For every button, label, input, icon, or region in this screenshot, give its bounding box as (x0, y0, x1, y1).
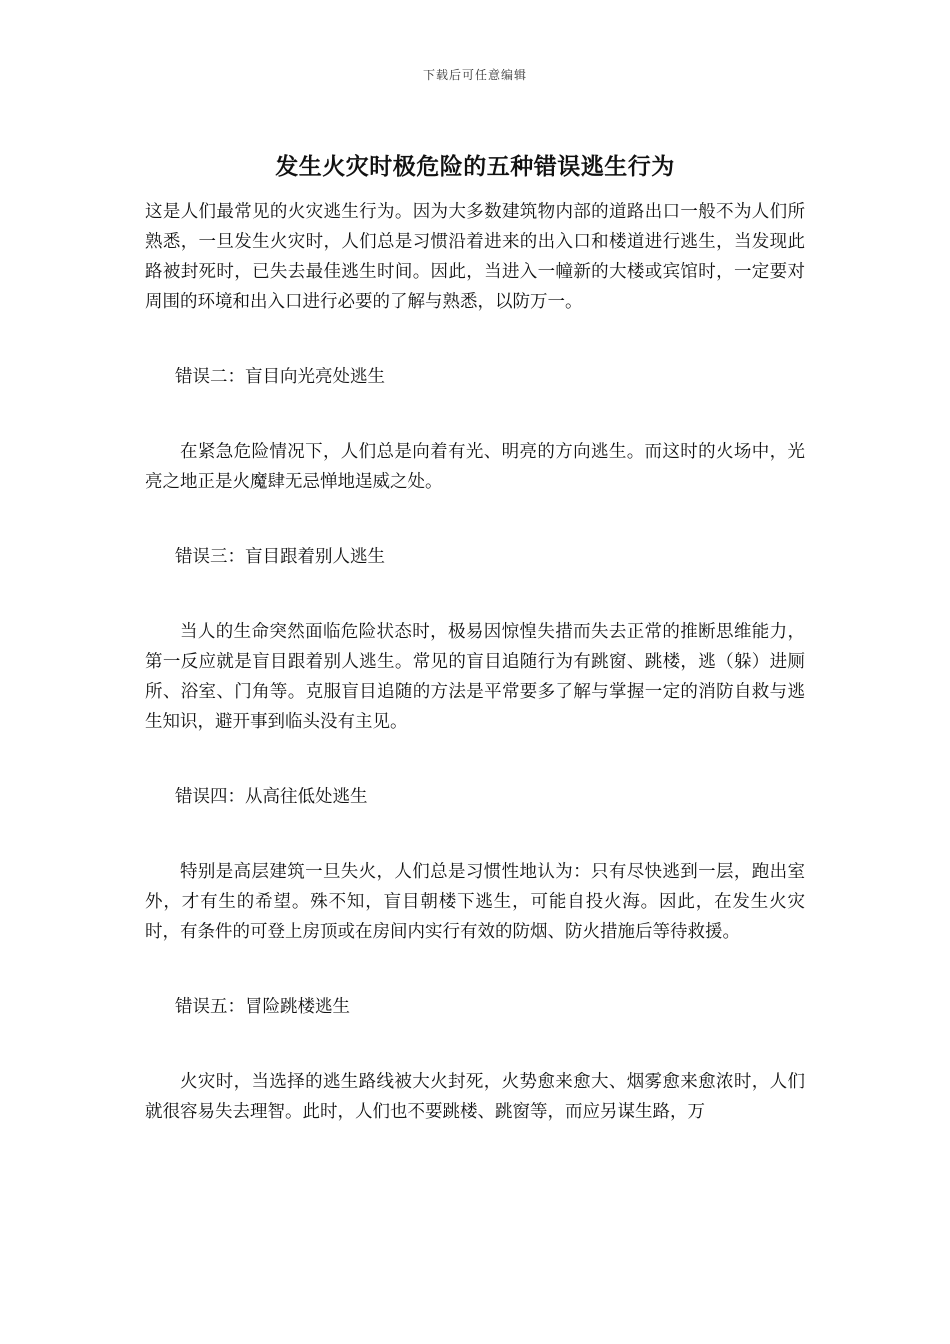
section-heading-error-2: 错误二：盲目向光亮处逃生 (175, 367, 385, 387)
paragraph-error-4: 特别是高层建筑一旦失火，人们总是习惯性地认为：只有尽快逃到一层，跑出室外，才有生的希望。殊不知，盲目朝楼下逃生，可能自投火海。因此，在发生火灾时，有条件的可登上房顶或在房间内实行有效的防烟、防火措施后等待救援。 (145, 862, 805, 942)
section-heading-error-5: 错误五：冒险跳楼逃生 (175, 997, 350, 1017)
page-header-note: 下载后可任意编辑 (422, 68, 527, 82)
document-body (145, 197, 805, 1127)
paragraph-error-2: 在紧急危险情况下，人们总是向着有光、明亮的方向逃生。而这时的火场中，光亮之地正是火魔肆无忌惮地逞威之处。 (145, 442, 805, 492)
paragraph-error-5: 火灾时，当选择的逃生路线被大火封死，火势愈来愈大、烟雾愈来愈浓时，人们就很容易失去理智。此时，人们也不要跳楼、跳窗等，而应另谋生路，万 (145, 1072, 805, 1122)
paragraph-intro: 这是人们最常见的火灾逃生行为。因为大多数建筑物内部的道路出口一般不为人们所熟悉，一旦发生火灾时，人们总是习惯沿着进来的出入口和楼道进行逃生，当发现此路被封死时，已失去最佳逃生时间。因此，当进入一幢新的大楼或宾馆时，一定要对周围的环境和出入口进行必要的了解与熟悉，以防万一。 (145, 202, 805, 312)
document-title: 发生火灾时极危险的五种错误逃生行为 (275, 153, 675, 180)
paragraph-error-3: 当人的生命突然面临危险状态时，极易因惊惶失措而失去正常的推断思维能力，第一反应就是盲目跟着别人逃生。常见的盲目追随行为有跳窗、跳楼，逃（躲）进厕所、浴室、门角等。克服盲目追随的方法是平常要多了解与掌握一定的消防自救与逃生知识，避开事到临头没有主见。 (145, 622, 805, 732)
section-heading-error-3: 错误三：盲目跟着别人逃生 (175, 547, 385, 567)
section-heading-error-4: 错误四：从高往低处逃生 (175, 787, 368, 807)
